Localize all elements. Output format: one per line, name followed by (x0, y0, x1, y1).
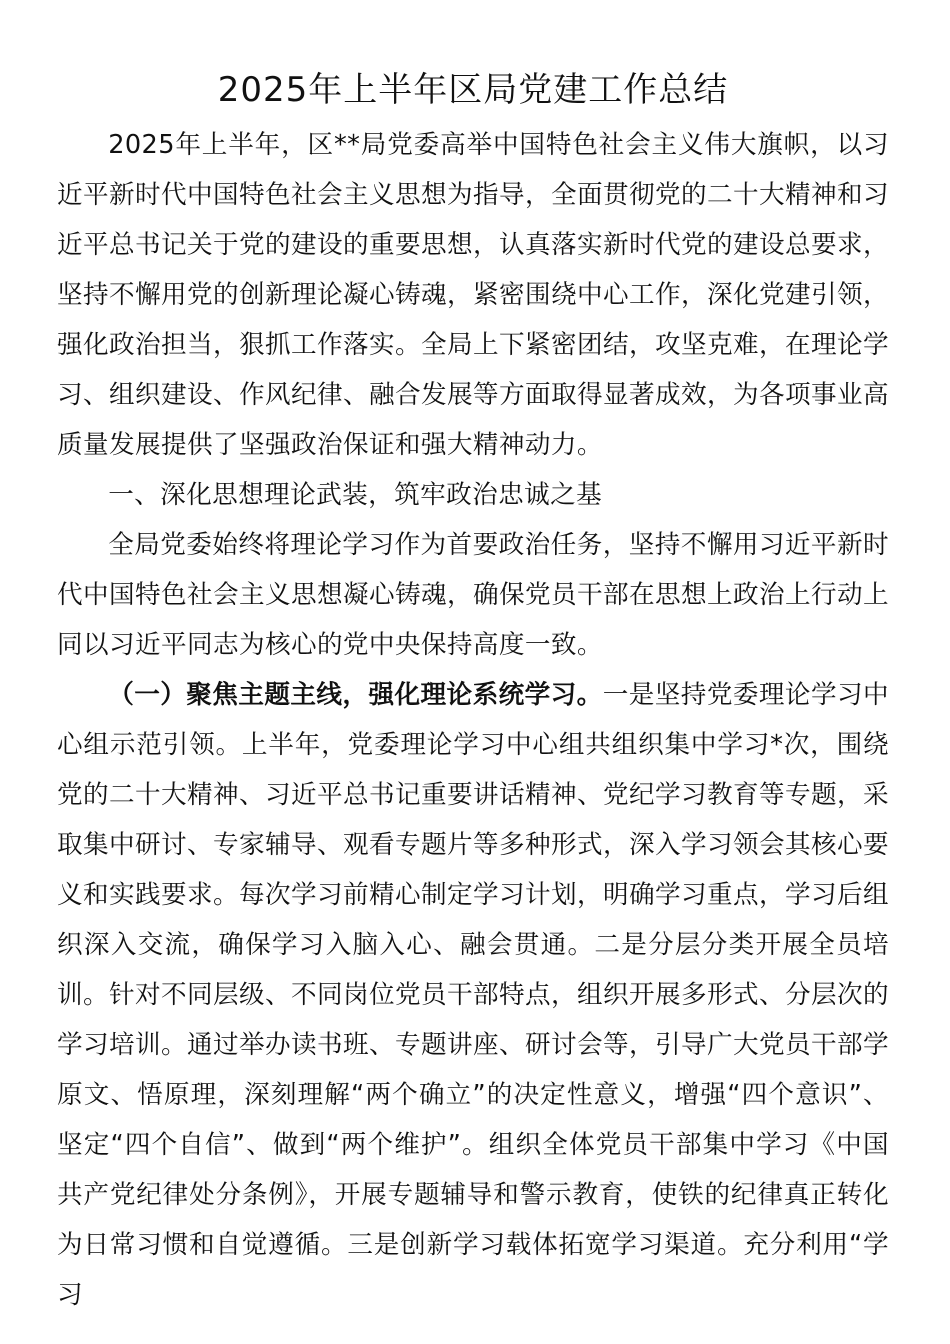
section-heading-1: 一、深化思想理论武装，筑牢政治忠诚之基 (108, 480, 603, 510)
subsection-1-paragraph (57, 670, 889, 1320)
subsection-1-text: 一是坚持党委理论学习中心组示范引领。上半年，党委理论学习中心组共组织集中学习*次，围绕党的二十大精神、习近平总书记重要讲话精神、党纪学习教育等专题，采取集中研讨、专家辅导、观看专题片等多种形式，深入学习领会其核心要义和实践要求。每次学习前精心制定学习计划，明确学习重点，学习后组织深入交流，确保学习入脑入心、融会贯通。二是分层分类开展全员培训。针对不同层级、不同岗位党员干部特点，组织开展多形式、分层次的学习培训。通过举办读书班、专题讲座、研讨会等，引导广大党员干部学原文、悟原理，深刻理解“两个确立”的决定性意义，增强“四个意识”、坚定“四个自信”、做到“两个维护”。组织全体党员干部集中学习《中国共产党纪律处分条例》，开展专题辅导和警示教育，使铁的纪律真正转化为日常习惯和自觉遵循。三是创新学习载体拓宽学习渠道。充分利用“学习 (57, 680, 889, 1310)
section-1-paragraph: 全局党委始终将理论学习作为首要政治任务，坚持不懈用习近平新时代中国特色社会主义思想凝心铸魂，确保党员干部在思想上政治上行动上同以习近平同志为核心的党中央保持高度一致。 (57, 530, 889, 660)
document-title: 2025年上半年区局党建工作总结 (217, 70, 729, 110)
subsection-1-heading: （一）聚焦主题主线，强化理论系统学习。 (108, 680, 603, 710)
intro-paragraph: 2025年上半年，区**局党委高举中国特色社会主义伟大旗帜，以习近平新时代中国特色社会主义思想为指导，全面贯彻党的二十大精神和习近平总书记关于党的建设的重要思想，认真落实新时代党的建设总要求，坚持不懈用党的创新理论凝心铸魂，紧密围绕中心工作，深化党建引领，强化政治担当，狠抓工作落实。全局上下紧密团结，攻坚克难，在理论学习、组织建设、作风纪律、融合发展等方面取得显著成效，为各项事业高质量发展提供了坚强政治保证和强大精神动力。 (57, 130, 889, 460)
document-page (57, 62, 889, 1320)
